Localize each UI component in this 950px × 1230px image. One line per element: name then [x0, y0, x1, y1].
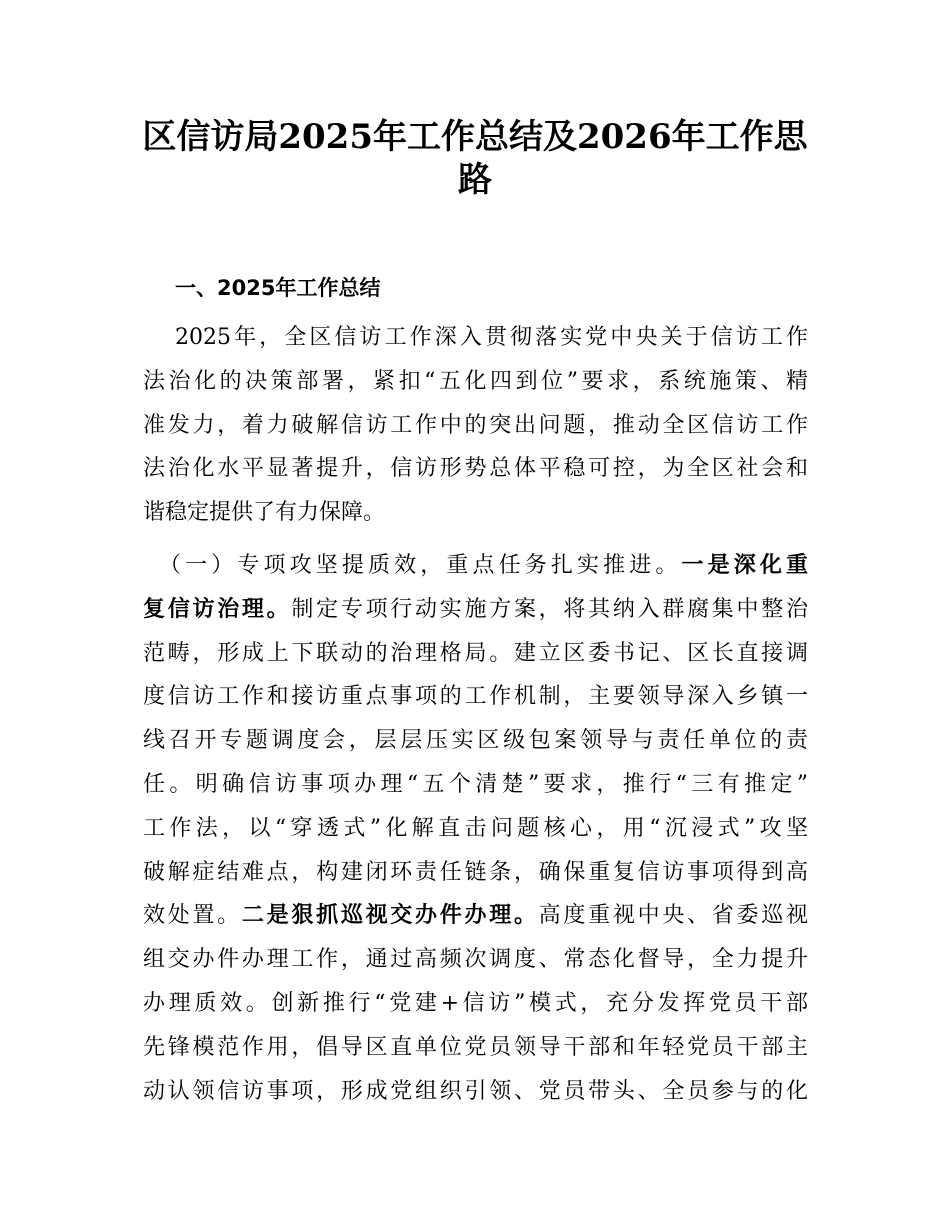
text-run: 办理质效。创新推行“党建+信访”模式，充分发挥党员干部: [143, 990, 808, 1016]
paragraph-summary: [143, 316, 808, 535]
text-line: [143, 491, 808, 535]
text-line: [143, 982, 808, 1026]
text-run: 工作法，以“穿透式”化解直击问题核心，用“沉浸式”攻坚: [143, 815, 808, 841]
text-line: [143, 675, 808, 719]
text-run: 范畴，形成上下联动的治理格局。建立区委书记、区长直接调: [143, 640, 808, 666]
text-run: 制定专项行动实施方案，将其纳入群腐集中整治: [291, 596, 808, 622]
text-line: [143, 632, 808, 676]
text-line: [143, 447, 808, 491]
text-run: （一）专项攻坚提质效，重点任务扎实推进。: [159, 553, 682, 578]
text-line: [143, 544, 808, 588]
text-run: 2025年，全区信访工作深入贯彻落实党中央关于信访工作: [175, 325, 808, 350]
section-heading: 一、2025年工作总结: [175, 276, 381, 300]
text-line: [143, 719, 808, 763]
bold-text-run: 一是深化重: [681, 552, 808, 578]
text-line: [143, 360, 808, 404]
text-run: 任。明确信访事项办理“五个清楚”要求，推行“三有推定”: [143, 771, 808, 797]
text-run: 动认领信访事项，形成党组织引领、党员带头、全员参与的化: [143, 1078, 808, 1104]
text-line: [143, 851, 808, 895]
text-line: [143, 894, 808, 938]
paragraph-special-tasks: [143, 544, 808, 1113]
text-run: 先锋模范作用，倡导区直单位党员领导干部和年轻党员干部主: [143, 1034, 808, 1060]
text-line: [143, 763, 808, 807]
text-line: [143, 938, 808, 982]
text-run: 法治化水平显著提升，信访形势总体平稳可控，为全区社会和: [143, 456, 808, 482]
bold-text-run: 二是狠抓巡视交办件办理。: [241, 902, 539, 929]
text-run: 组交办件办理工作，通过高频次调度、常态化督导，全力提升: [143, 947, 808, 973]
text-run: 破解症结难点，构建闭环责任链条，确保重复信访事项得到高: [143, 859, 808, 885]
text-run: 高度重视中央、省委巡视: [538, 903, 808, 929]
text-line: [143, 404, 808, 448]
text-line: [143, 316, 808, 360]
bold-text-run: 复信访治理。: [143, 595, 292, 622]
text-run: 法治化的决策部署，紧扣“五化四到位”要求，系统施策、精: [143, 368, 808, 394]
document-title-line-1: 区信访局2025年工作总结及2026年工作思: [142, 117, 808, 157]
text-line: [143, 1070, 808, 1114]
text-run: 效处置。: [143, 903, 242, 929]
text-run: 准发力，着力破解信访工作中的突出问题，推动全区信访工作: [143, 412, 808, 438]
text-run: 线召开专题调度会，层层压实区级包案领导与责任单位的责: [143, 728, 808, 754]
text-line: [143, 1026, 808, 1070]
text-line: [143, 807, 808, 851]
text-line: [143, 588, 808, 632]
document-title-line-2: 路: [458, 160, 492, 200]
text-run: 度信访工作和接访重点事项的工作机制，主要领导深入乡镇一: [143, 684, 808, 710]
text-run: 谐稳定提供了有力保障。: [143, 500, 386, 526]
